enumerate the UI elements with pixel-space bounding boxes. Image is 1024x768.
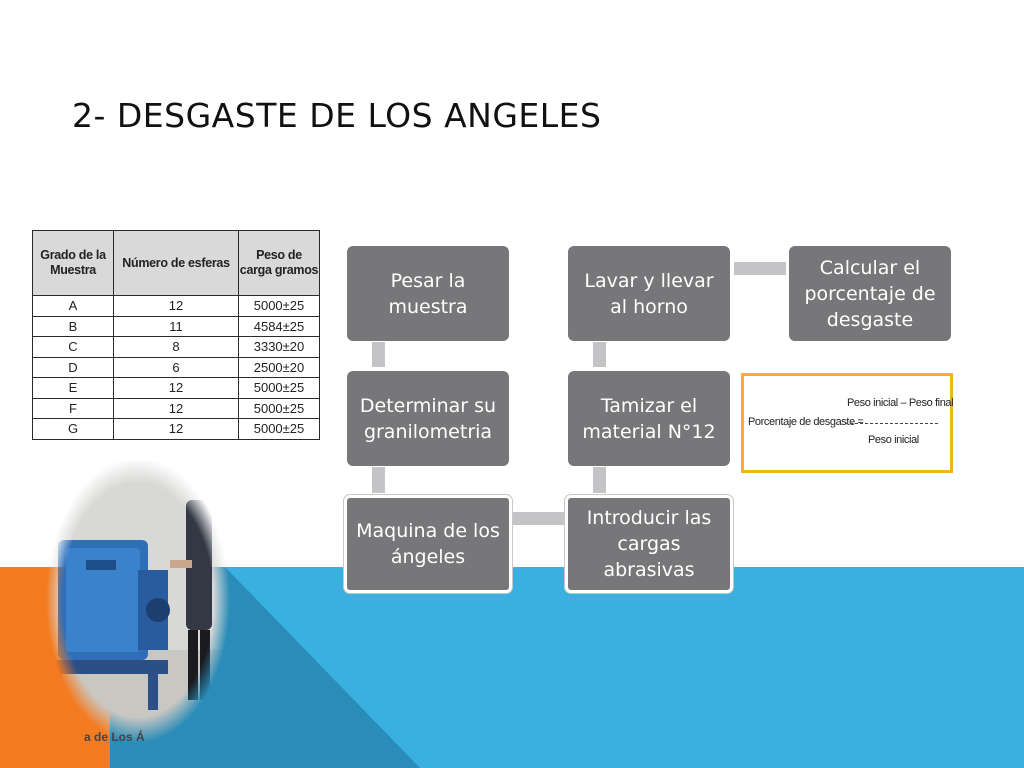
table-cell: 4584±25 bbox=[239, 316, 320, 337]
table-cell: 12 bbox=[114, 378, 239, 399]
flow-step-calcular: Calcular el porcentaje de desgaste bbox=[789, 246, 951, 341]
fraction-line bbox=[845, 423, 938, 424]
formula-denominator: Peso inicial bbox=[868, 434, 919, 446]
flow-step-granulometria: Determinar su granilometria bbox=[347, 371, 509, 466]
table-cell: A bbox=[33, 296, 114, 317]
table-cell: 12 bbox=[114, 419, 239, 440]
table-row bbox=[33, 296, 320, 317]
flow-connector bbox=[372, 467, 385, 493]
table-row bbox=[33, 357, 320, 378]
table-cell: B bbox=[33, 316, 114, 337]
formula-box bbox=[741, 373, 953, 473]
table-header: Número de esferas bbox=[114, 231, 239, 296]
table-cell: C bbox=[33, 337, 114, 358]
table-cell: 6 bbox=[114, 357, 239, 378]
table-cell: 12 bbox=[114, 296, 239, 317]
table-cell: 3330±20 bbox=[239, 337, 320, 358]
table-cell: G bbox=[33, 419, 114, 440]
table-cell: 5000±25 bbox=[239, 378, 320, 399]
slide-title: 2- DESGASTE DE LOS ANGELES bbox=[72, 96, 602, 135]
flow-connector bbox=[372, 342, 385, 367]
flow-step-tamizar: Tamizar el material N°12 bbox=[568, 371, 730, 466]
table-row bbox=[33, 316, 320, 337]
table-header: Peso de carga gramos bbox=[239, 231, 320, 296]
table-cell: 5000±25 bbox=[239, 419, 320, 440]
formula-label: Porcentaje de desgaste = bbox=[748, 416, 864, 428]
table-cell: 2500±20 bbox=[239, 357, 320, 378]
flow-step-pesar: Pesar la muestra bbox=[347, 246, 509, 341]
flow-connector bbox=[593, 467, 606, 493]
table-cell: F bbox=[33, 398, 114, 419]
table-header-row bbox=[33, 231, 320, 296]
table-cell: D bbox=[33, 357, 114, 378]
flow-step-maquina: Maquina de los ángeles bbox=[344, 495, 512, 593]
table-row bbox=[33, 398, 320, 419]
table-header: Grado de la Muestra bbox=[33, 231, 114, 296]
table-cell: 11 bbox=[114, 316, 239, 337]
table-cell: E bbox=[33, 378, 114, 399]
table-cell: 8 bbox=[114, 337, 239, 358]
flow-step-introducir: Introducir las cargas abrasivas bbox=[565, 495, 733, 593]
data-table bbox=[32, 230, 320, 440]
flow-connector bbox=[513, 512, 565, 525]
formula-numerator: Peso inicial – Peso final bbox=[847, 397, 954, 409]
table-row bbox=[33, 337, 320, 358]
table-cell: 5000±25 bbox=[239, 398, 320, 419]
flow-step-lavar: Lavar y llevar al horno bbox=[568, 246, 730, 341]
table-cell: 5000±25 bbox=[239, 296, 320, 317]
table-row bbox=[33, 419, 320, 440]
photo-caption: a de Los Á bbox=[84, 730, 145, 744]
flow-connector bbox=[593, 342, 606, 367]
machine-photo bbox=[38, 460, 238, 750]
table-cell: 12 bbox=[114, 398, 239, 419]
flow-connector bbox=[734, 262, 786, 275]
table-row bbox=[33, 378, 320, 399]
